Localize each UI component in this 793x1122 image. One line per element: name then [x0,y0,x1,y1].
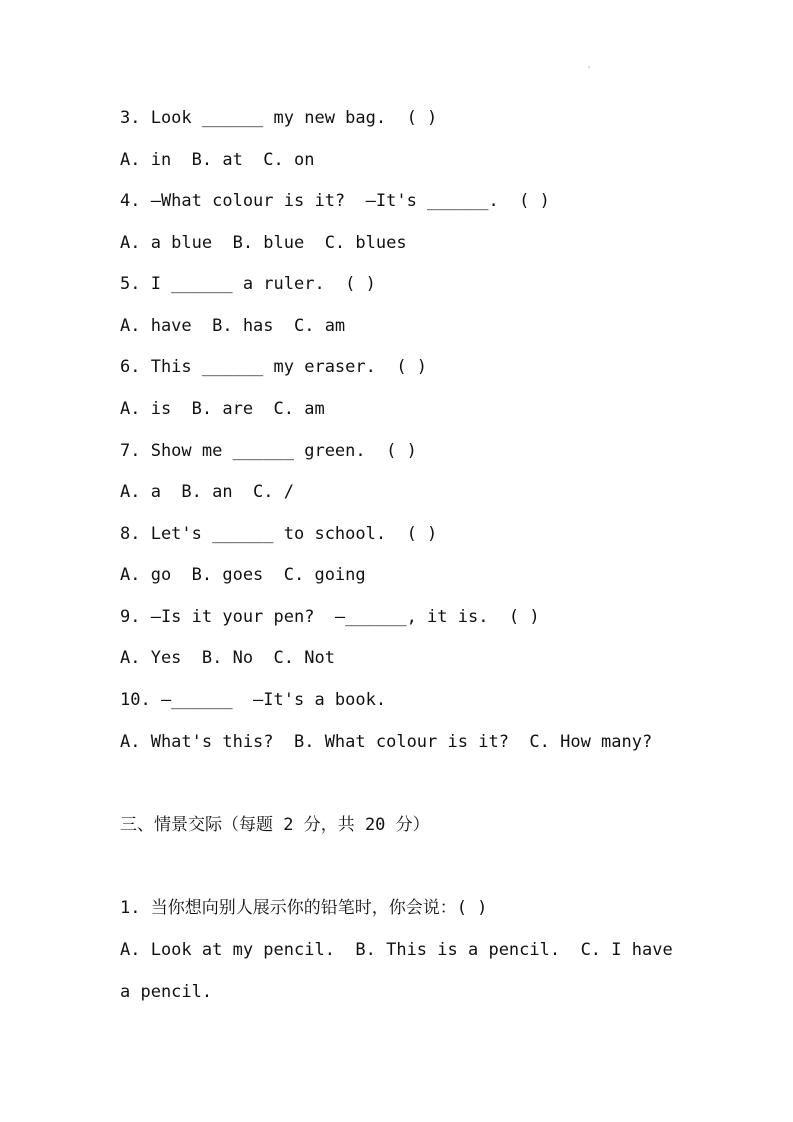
section-3-question-1-stem: 1. 当你想向别人展示你的铅笔时，你会说：( ) [120,898,488,918]
question-4-options: A. a blue B. blue C. blues [120,233,407,253]
question-7-stem: 7. Show me ______ green. ( ) [120,441,417,461]
section-3-heading: 三、情景交际（每题 2 分，共 20 分） [120,815,430,835]
section-3-question-1-options-cont: a pencil. [120,982,213,1002]
question-5-stem: 5. I ______ a ruler. ( ) [120,274,376,294]
question-4-stem: 4. —What colour is it? —It's ______. ( ) [120,191,550,211]
question-8-options: A. go B. goes C. going [120,565,366,585]
question-6-options: A. is B. are C. am [120,399,325,419]
section-3-question-1-options: A. Look at my pencil. B. This is a pencil. C. I have [120,940,673,960]
question-9-options: A. Yes B. No C. Not [120,648,335,668]
question-10-options: A. What's this? B. What colour is it? C. How many? [120,732,653,752]
question-6-stem: 6. This ______ my eraser. ( ) [120,357,428,377]
question-3-stem: 3. Look ______ my new bag. ( ) [120,108,438,128]
question-3-options: A. in B. at C. on [120,150,315,170]
question-10-stem: 10. —______ —It's a book. [120,690,387,710]
question-5-options: A. have B. has C. am [120,316,346,336]
question-9-stem: 9. —Is it your pen? —______, it is. ( ) [120,607,540,627]
question-8-stem: 8. Let's ______ to school. ( ) [120,524,438,544]
scan-dot [588,66,590,68]
question-7-options: A. a B. an C. / [120,482,294,502]
